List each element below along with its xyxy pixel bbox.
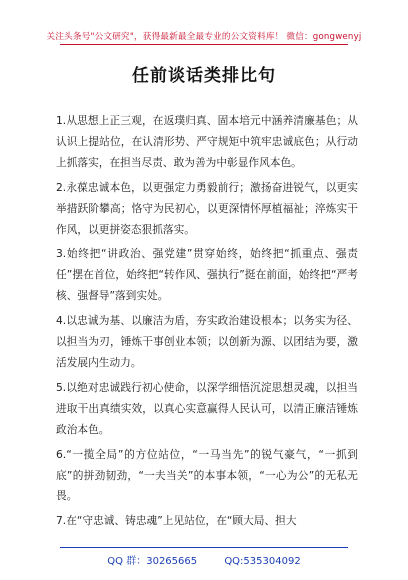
footer [0, 552, 408, 567]
paragraph-1: 1.从思想上正三观，在返璞归真、固本培元中涵养清廉基色；从认识上提站位，在认清形势、严守规矩中筑牢忠诚底色；从行动上抓落实，在担当尽责、敢为善为中彰显作风本色。 [56, 114, 358, 169]
paragraph-4: 4.以忠诚为基、以廉洁为盾，夯实政治建设根本；以务实为径、以担当为刃，锤炼干事创业本领；以创新为源、以团结为要，激活发展内生动力。 [56, 314, 358, 369]
paragraph-5: 5.以绝对忠诚践行初心使命，以深学细悟沉淀思想灵魂，以担当进取干出真绩实效，以真心实意赢得人民认可，以清正廉洁锤炼政治本色。 [56, 380, 358, 436]
document-body [56, 111, 358, 536]
header-note: 关注头条号"公文研究"，获得最新最全最专业的公文资料库！ 微信：gongwenyj [46, 32, 362, 42]
paragraph-3: 3.始终把“讲政治、强党建”贯穿始终，始终把“抓重点、强责任”摆在首位，始终把“转作风、强执行”挺在前面，始终把“严考核、强督导”落到实处。 [56, 247, 358, 303]
page-title: 任前谈话类排比句 [132, 66, 276, 86]
footer-qq-group: QQ 群：30265665 [107, 556, 198, 567]
footer-qq: QQ:535304092 [224, 556, 301, 567]
footer-divider [60, 547, 348, 548]
header-divider [60, 44, 348, 45]
paragraph-6: 6.“一揽全局”的方位站位，“一马当先”的锐气豪气，“一抓到底”的拼劲韧劲，“一夫当关”的本事本领，“一心为公”的无私无畏。 [56, 447, 358, 503]
paragraph-7: 7.在“守忠诚、铸忠魂”上见站位，在“顾大局、担大 [56, 514, 297, 528]
paragraph-2: 2.永葆忠诚本色，以更强定力勇毅前行；激扬奋进锐气，以更实举措跃阶攀高；恪守为民初心，以更深情怀厚植福祉；淬炼实干作风，以更拼姿态狠抓落实。 [56, 180, 358, 236]
